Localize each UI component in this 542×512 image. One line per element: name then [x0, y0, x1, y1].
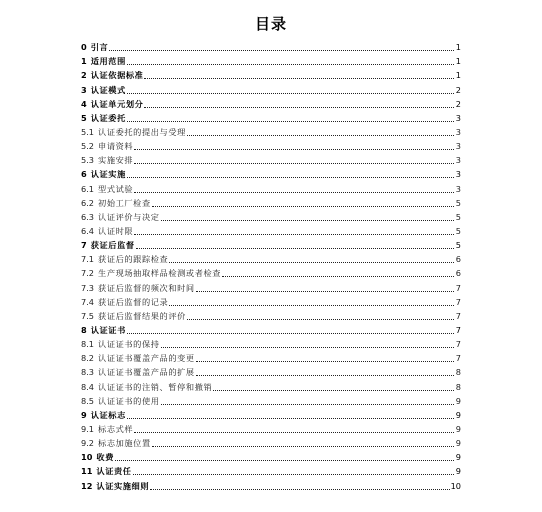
- toc-entry-page-number: 3: [455, 155, 461, 166]
- toc-entry-title: 获证后的跟踪检查: [98, 254, 169, 265]
- toc-entry-page-number: 2: [455, 98, 461, 109]
- dot-leader: [127, 121, 454, 122]
- toc-entry-page-number: 9: [455, 438, 461, 449]
- dot-leader: [187, 319, 454, 320]
- toc-entry-number: 5.2: [81, 141, 95, 152]
- toc-entry-page-number: 9: [455, 466, 461, 477]
- toc-entry[interactable]: [81, 54, 461, 68]
- dot-leader: [152, 206, 454, 207]
- toc-entry-title: 认证单元划分: [90, 98, 144, 109]
- dot-leader: [134, 192, 454, 193]
- toc-entry-number: 5: [81, 112, 87, 123]
- toc-entry-page-number: 7: [455, 282, 461, 293]
- toc-entry-title: 认证实施: [90, 169, 126, 180]
- toc-entry-number: 7.3: [81, 282, 95, 293]
- toc-entry-page-number: 3: [455, 141, 461, 152]
- toc-entry-number: 7: [81, 240, 87, 251]
- toc-entry-number: 11: [81, 466, 93, 477]
- toc-entry-title: 获证后监督结果的评价: [98, 310, 186, 321]
- toc-entry[interactable]: [81, 365, 461, 379]
- toc-entry-page-number: 8: [455, 367, 461, 378]
- toc-entry[interactable]: [81, 111, 461, 125]
- toc-entry-number: 5.3: [81, 155, 95, 166]
- toc-entry-number: 6.4: [81, 225, 95, 236]
- toc-list: [81, 40, 461, 493]
- toc-entry-page-number: 8: [455, 381, 461, 392]
- toc-entry-title: 认证证书的保持: [98, 339, 160, 350]
- toc-entry-title: 生产现场抽取样品检测或者检查: [98, 268, 222, 279]
- toc-entry-number: 7.4: [81, 296, 95, 307]
- toc-entry-page-number: 9: [455, 423, 461, 434]
- dot-leader: [196, 291, 454, 292]
- dot-leader: [196, 361, 454, 362]
- toc-entry-number: 7.1: [81, 254, 95, 265]
- toc-entry[interactable]: [81, 224, 461, 238]
- toc-entry-title: 标志式样: [98, 423, 134, 434]
- toc-entry-number: 6: [81, 169, 87, 180]
- toc-entry[interactable]: [81, 323, 461, 337]
- toc-entry-page-number: 5: [455, 211, 461, 222]
- toc-entry[interactable]: [81, 266, 461, 280]
- toc-entry-title: 认证依据标准: [90, 70, 144, 81]
- dot-leader: [161, 347, 454, 348]
- toc-entry[interactable]: [81, 394, 461, 408]
- toc-entry-page-number: 1: [455, 70, 461, 81]
- toc-entry-title: 实施安排: [98, 155, 134, 166]
- toc-entry-title: 认证评价与决定: [98, 211, 160, 222]
- toc-entry[interactable]: [81, 40, 461, 54]
- toc-entry[interactable]: [81, 125, 461, 139]
- dot-leader: [136, 248, 454, 249]
- toc-entry-page-number: 1: [455, 42, 461, 53]
- toc-entry-number: 8.3: [81, 367, 95, 378]
- toc-entry-title: 获证后监督的记录: [98, 296, 169, 307]
- dot-leader: [152, 446, 454, 447]
- toc-entry-number: 7.2: [81, 268, 95, 279]
- toc-entry[interactable]: [81, 139, 461, 153]
- toc-entry[interactable]: [81, 379, 461, 393]
- toc-entry-page-number: 3: [455, 169, 461, 180]
- toc-entry-title: 认证模式: [90, 84, 126, 95]
- toc-entry-page-number: 5: [455, 240, 461, 251]
- toc-entry-number: 2: [81, 70, 87, 81]
- toc-entry-number: 12: [81, 480, 93, 491]
- dot-leader: [127, 333, 454, 334]
- toc-entry[interactable]: [81, 351, 461, 365]
- toc-entry-title: 申请资料: [98, 141, 134, 152]
- toc-entry-page-number: 6: [455, 268, 461, 279]
- toc-entry-title: 型式试验: [98, 183, 134, 194]
- dot-leader: [134, 149, 454, 150]
- toc-entry-title: 认证标志: [90, 409, 126, 420]
- toc-entry[interactable]: [81, 436, 461, 450]
- toc-entry-title: 适用范围: [90, 56, 126, 67]
- toc-entry[interactable]: [81, 238, 461, 252]
- toc-entry-title: 认证责任: [96, 466, 132, 477]
- toc-entry-title: 认证证书: [90, 324, 126, 335]
- dot-leader: [127, 418, 454, 419]
- toc-entry[interactable]: [81, 196, 461, 210]
- toc-entry-page-number: 5: [455, 225, 461, 236]
- dot-leader: [127, 177, 454, 178]
- toc-entry-number: 6.3: [81, 211, 95, 222]
- toc-entry-number: 8.4: [81, 381, 95, 392]
- toc-entry-number: 8.2: [81, 353, 95, 364]
- toc-entry-page-number: 7: [455, 310, 461, 321]
- toc-entry-title: 引言: [90, 42, 109, 53]
- dot-leader: [127, 64, 454, 65]
- dot-leader: [134, 234, 454, 235]
- toc-entry[interactable]: [81, 295, 461, 309]
- toc-entry-page-number: 7: [455, 296, 461, 307]
- toc-entry-number: 3: [81, 84, 87, 95]
- toc-entry-title: 收费: [96, 452, 114, 463]
- toc-entry-title: 认证证书的使用: [98, 395, 160, 406]
- toc-entry-number: 0: [81, 42, 87, 53]
- dot-leader: [196, 375, 454, 376]
- toc-entry-title: 获证后监督: [90, 240, 135, 251]
- toc-entry[interactable]: [81, 478, 461, 492]
- toc-entry[interactable]: [81, 450, 461, 464]
- toc-entry-page-number: 9: [455, 409, 461, 420]
- dot-leader: [144, 107, 454, 108]
- dot-leader: [127, 93, 454, 94]
- dot-leader: [109, 50, 454, 51]
- dot-leader: [144, 78, 454, 79]
- toc-entry-number: 8.1: [81, 339, 95, 350]
- toc-entry-number: 10: [81, 452, 93, 463]
- toc-entry-number: 6.2: [81, 197, 95, 208]
- toc-entry-number: 9.2: [81, 438, 95, 449]
- dot-leader: [115, 460, 454, 461]
- toc-entry-page-number: 2: [455, 84, 461, 95]
- toc-entry[interactable]: [81, 97, 461, 111]
- toc-entry-page-number: 3: [455, 126, 461, 137]
- toc-entry-page-number: 10: [450, 480, 461, 491]
- toc-entry-number: 9.1: [81, 423, 95, 434]
- toc-entry[interactable]: [81, 422, 461, 436]
- dot-leader: [134, 163, 454, 164]
- toc-entry-title: 初始工厂检查: [98, 197, 151, 208]
- toc-entry-page-number: 3: [455, 112, 461, 123]
- toc-entry-page-number: 7: [455, 324, 461, 335]
- dot-leader: [150, 489, 449, 490]
- dot-leader: [169, 305, 454, 306]
- toc-entry[interactable]: [81, 210, 461, 224]
- dot-leader: [161, 220, 454, 221]
- toc-entry-page-number: 9: [455, 395, 461, 406]
- dot-leader: [161, 404, 454, 405]
- toc-entry[interactable]: [81, 408, 461, 422]
- toc-entry-title: 认证实施细则: [96, 480, 150, 491]
- toc-entry[interactable]: [81, 167, 461, 181]
- toc-entry-title: 标志加施位置: [98, 438, 151, 449]
- toc-entry-number: 8: [81, 324, 87, 335]
- toc-entry-number: 8.5: [81, 395, 95, 406]
- toc-entry-page-number: 7: [455, 339, 461, 350]
- toc-entry-number: 1: [81, 56, 87, 67]
- toc-entry-page-number: 6: [455, 254, 461, 265]
- toc-entry[interactable]: [81, 68, 461, 82]
- toc-entry[interactable]: [81, 181, 461, 195]
- toc-entry[interactable]: [81, 252, 461, 266]
- toc-entry-title: 认证证书覆盖产品的变更: [98, 353, 195, 364]
- toc-entry-title: 获证后监督的频次和时间: [98, 282, 195, 293]
- toc-entry-number: 4: [81, 98, 87, 109]
- dot-leader: [213, 390, 454, 391]
- toc-entry-page-number: 1: [455, 56, 461, 67]
- toc-entry-title: 认证委托的提出与受理: [98, 126, 186, 137]
- toc-entry-number: 7.5: [81, 310, 95, 321]
- toc-entry[interactable]: [81, 464, 461, 478]
- toc-entry-title: 认证时限: [98, 225, 134, 236]
- dot-leader: [134, 432, 454, 433]
- toc-entry-page-number: 5: [455, 197, 461, 208]
- toc-entry[interactable]: [81, 153, 461, 167]
- toc-entry-page-number: 9: [455, 452, 461, 463]
- toc-entry[interactable]: [81, 280, 461, 294]
- toc-entry-number: 6.1: [81, 183, 95, 194]
- toc-entry-title: 认证证书的注销、暂停和撤销: [98, 381, 213, 392]
- toc-entry-page-number: 3: [455, 183, 461, 194]
- toc-entry-page-number: 7: [455, 353, 461, 364]
- dot-leader: [222, 276, 454, 277]
- toc-entry-number: 9: [81, 409, 87, 420]
- toc-title: 目录: [254, 15, 287, 33]
- dot-leader: [187, 135, 454, 136]
- toc-entry[interactable]: [81, 82, 461, 96]
- dot-leader: [169, 262, 454, 263]
- toc-entry[interactable]: [81, 337, 461, 351]
- toc-entry[interactable]: [81, 309, 461, 323]
- dot-leader: [133, 474, 454, 475]
- toc-entry-number: 5.1: [81, 126, 95, 137]
- toc-entry-title: 认证证书覆盖产品的扩展: [98, 367, 195, 378]
- toc-entry-title: 认证委托: [90, 112, 126, 123]
